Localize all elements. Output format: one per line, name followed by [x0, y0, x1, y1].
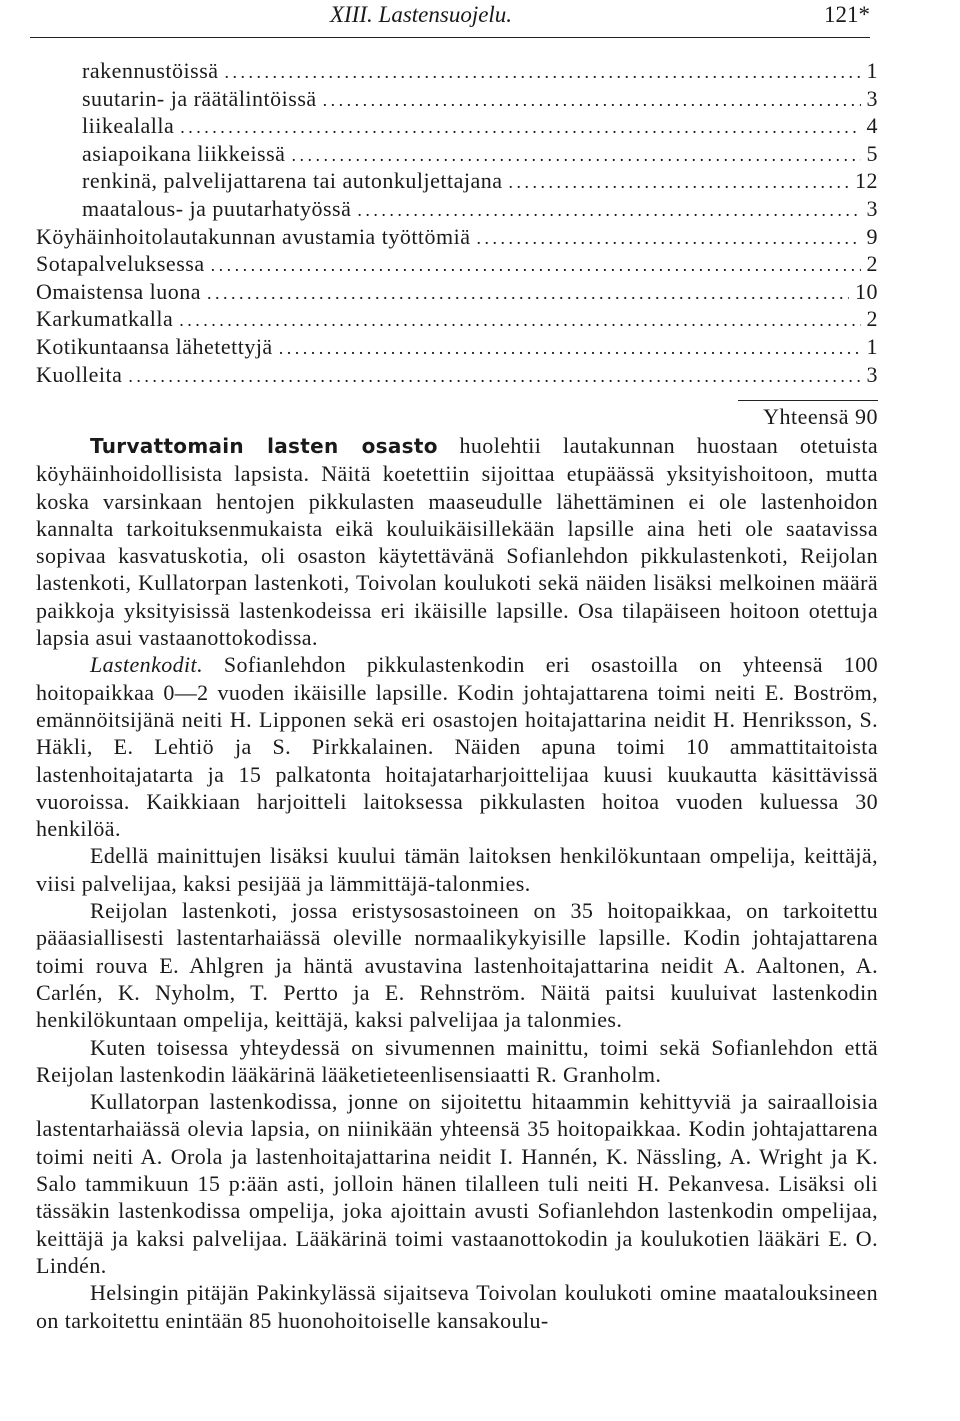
dot-leader — [323, 91, 861, 109]
header-rule — [30, 37, 870, 38]
paragraph: Kuten toisessa yhteydessä on sivumennen mainittu, toimi sekä Sofianlehdon että Reijolan lastenkodin lääkärinä lääketieteenlisensiaatti R. Granholm. — [36, 1034, 878, 1087]
dot-leader — [477, 229, 861, 247]
row-label: Sotapalveluksessa — [36, 251, 205, 277]
dot-leader — [291, 146, 860, 164]
row-value: 3 — [866, 195, 878, 221]
paragraph: Reijolan lastenkoti, jossa eristysosastoineen on 35 hoitopaikkaa, on tarkoitettu pääasiallisesti lastentarhaiässä oleville normaalikykyisille lapsille. Kodin johtajattarena toimi rouva E. Ahlgren ja häntä avustavina lastenhoitajattarina neidit A. Aaltonen, A. Carlén, K. Nyholm, T. Pertto ja E. Rehnström. Näitä paitsi kuuluivat lastenkodin henkilökuntaan ompelija, keittäjä, kaksi palvelijaa ja talonmies. — [36, 898, 878, 1033]
table-row — [36, 86, 878, 114]
total-line — [738, 401, 878, 430]
row-label: rakennustöissä — [82, 58, 219, 83]
total-label: Yhteensä — [763, 404, 849, 429]
dot-leader — [225, 63, 861, 81]
paragraph-text: Sofianlehdon pikkulastenkodin eri osastoilla on yhteensä 100 hoitopaikkaa 0—2 vuoden ikäisille lapsille. Kodin johtajattarena toimi neiti E. Boström, emännöitsijänä neiti H. Lipponen sekä eri osastojen hoitajattarina neidit H. Henriksson, S. Häkli, E. Lehtiö ja S. Pirkkalainen. Näiden apuna toimi 10 ammattitaitoista lastenhoitajatarta ja 15 palkatonta hoitajatarharjoittelijaa kuusi kuukautta käsittävissä vuoroissa. Kaikkiaan harjoitteli laitoksessa pikkulasten hoitoa vuoden kuluessa 30 henkilöä. — [36, 652, 878, 842]
dot-leader — [207, 284, 849, 302]
row-label: asiapoikana liikkeissä — [82, 140, 286, 166]
table-row — [36, 279, 878, 307]
dot-leader — [180, 118, 860, 136]
page-number: 121* — [824, 2, 870, 27]
row-value: 1 — [866, 333, 878, 359]
paragraph: Helsingin pitäjän Pakinkylässä sijaitseva Toivolan koulukoti omine maatalouksineen on tarkoitettu enintään 85 huonohoitoiselle kansakoulu- — [36, 1280, 878, 1333]
row-value: 1 — [866, 58, 878, 83]
statistics-table — [36, 58, 878, 389]
paragraph: Kullatorpan lastenkodissa, jonne on sijoitettu hitaammin kehittyviä ja sairaalloisia lastentarhaiässä olevia lapsia, on niinikään yhteensä 35 hoitopaikkaa. Kodin johtajattarena toimi neiti A. Orola ja lastenhoitajattarina neidit I. Hannén, K. Nässling, A. Wright ja K. Salo tammikuun 15 p:ään asti, jolloin hänen tilalleen tuli neiti H. Pekanvesa. Lisäksi oli tässäkin lastenkodissa ompelija, joka ajoittain avusti Sofianlehdon lastenkodin ompelijaa, keittäjä ja kaksi palvelijaa. Lääkärinä toimi vastaanottokodin ja koulukotien lääkäri E. O. Lindén. — [36, 1089, 878, 1278]
paragraph — [36, 651, 878, 842]
table-total — [738, 400, 878, 430]
dot-leader — [509, 173, 849, 191]
table-row — [36, 58, 878, 86]
dot-leader — [179, 311, 860, 329]
row-value: 2 — [866, 306, 878, 332]
row-value: 3 — [866, 85, 878, 111]
table-row — [36, 251, 878, 279]
paragraph-text: huolehtii lautakunnan huostaan otetuista köyhäinhoidollisista lapsista. Näitä koetettiin sijoittaa etupäässä yksityishoitoon, mutta koska varsinkaan hentojen pikkulasten maaseudulle lähettäminen ei ole lastenhoidon kannalta tarkoituksenmukaista eikä kouluikäisillekään lapsille aina heti ole saatavissa sopivaa kasvatuskotia, oli osaston käytettävänä Sofianlehdon pikkulastenkoti, Reijolan lastenkoti, Kullatorpan lastenkoti, Toivolan koulukoti sekä näiden lisäksi melkoinen määrä paikkoja yksityisissä lastenkodeissa eri ikäisille lapsille. Osa tilapäiseen hoitoon otettuja lapsia asui vastaanottokodissa. — [36, 433, 878, 651]
table-row — [36, 141, 878, 169]
table-row — [36, 306, 878, 334]
dot-leader — [128, 367, 860, 385]
dot-leader — [279, 339, 861, 357]
row-value: 5 — [866, 140, 878, 166]
row-label: Kuolleita — [36, 361, 123, 387]
row-value: 10 — [855, 278, 878, 304]
row-label: suutarin- ja räätälintöissä — [82, 85, 317, 111]
total-value: 90 — [855, 404, 878, 429]
dot-leader — [357, 201, 860, 219]
row-value: 2 — [866, 251, 878, 277]
page-header — [30, 0, 870, 40]
row-label: Omaistensa luona — [36, 278, 202, 304]
subsection-heading: Lastenkodit. — [90, 652, 203, 678]
row-label: Karkumatkalla — [36, 306, 174, 332]
row-label: renkinä, palvelijattarena tai autonkuljettajana — [82, 168, 503, 194]
section-title: XIII. Lastensuojelu. — [330, 2, 513, 27]
paragraph: Edellä mainittujen lisäksi kuului tämän laitoksen henkilökuntaan ompelija, keittäjä, viisi palvelijaa, kaksi pesijää ja lämmittäjä-talonmies. — [36, 843, 878, 896]
row-label: liikealalla — [82, 113, 175, 139]
table-row — [36, 224, 878, 252]
row-value: 4 — [866, 113, 878, 139]
row-value: 9 — [866, 223, 878, 249]
table-row — [36, 113, 878, 141]
row-label: Köyhäinhoitolautakunnan avustamia työttömiä — [36, 223, 471, 249]
section-heading: Turvattomain lasten osasto — [90, 434, 438, 458]
table-row — [36, 362, 878, 390]
dot-leader — [211, 256, 861, 274]
table-row — [36, 196, 878, 224]
row-label: maatalous- ja puutarhatyössä — [82, 195, 352, 221]
body-text — [36, 432, 878, 1334]
row-value: 3 — [866, 361, 878, 387]
paragraph — [36, 432, 878, 651]
row-value: 12 — [855, 168, 878, 194]
table-row — [36, 168, 878, 196]
row-label: Kotikuntaansa lähetettyjä — [36, 333, 273, 359]
table-row — [36, 334, 878, 362]
